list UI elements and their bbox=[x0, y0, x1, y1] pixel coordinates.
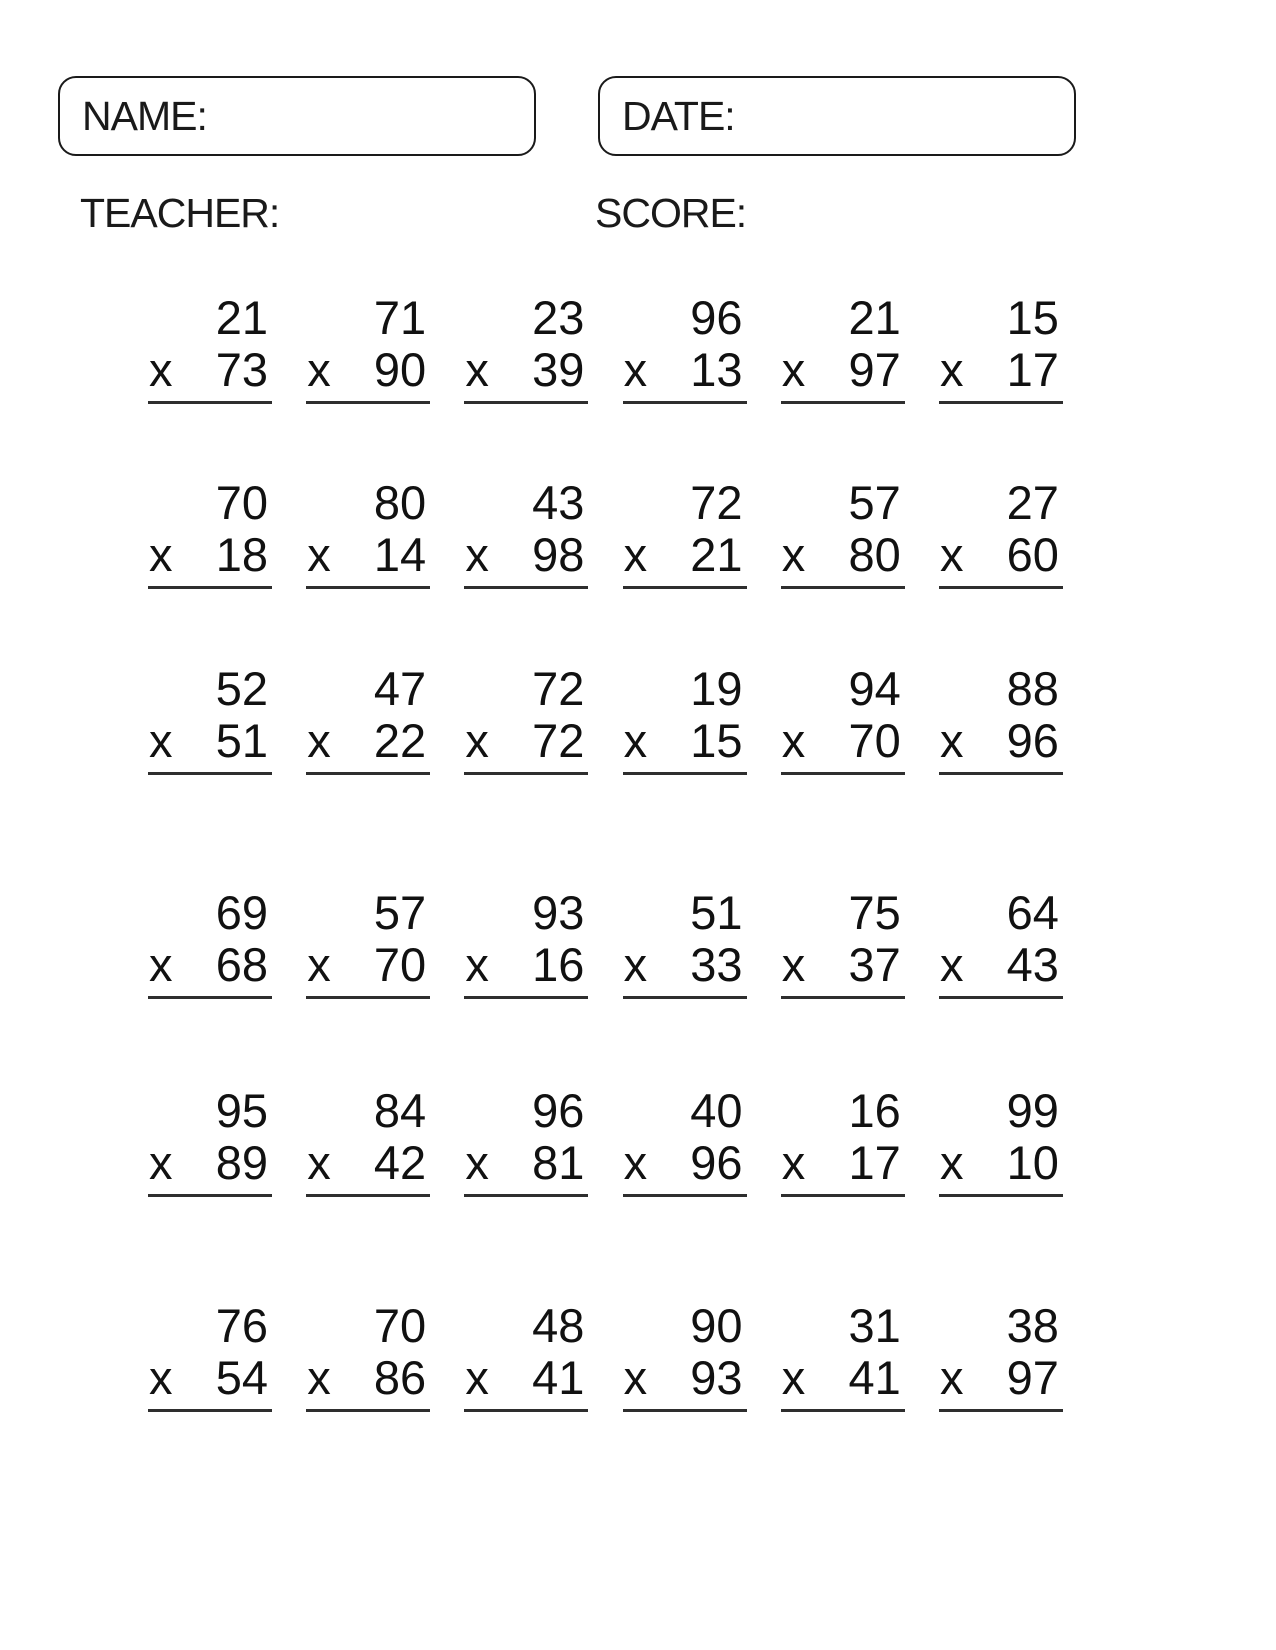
multiply-operator: x bbox=[465, 713, 489, 767]
multiplication-problem bbox=[306, 887, 430, 999]
multiplication-problem bbox=[939, 292, 1063, 404]
multiplier: 17 bbox=[848, 1135, 901, 1189]
multiply-operator: x bbox=[465, 937, 489, 991]
multiplication-problem bbox=[623, 663, 747, 775]
multiply-operator: x bbox=[781, 342, 806, 396]
multiplier: 16 bbox=[532, 937, 585, 991]
multiplication-problem bbox=[148, 292, 272, 404]
multiply-operator: x bbox=[307, 1135, 331, 1189]
multiplier: 73 bbox=[215, 342, 268, 396]
multiplier-row bbox=[306, 1137, 430, 1198]
multiply-operator: x bbox=[781, 713, 806, 767]
multiplier: 42 bbox=[373, 1135, 427, 1189]
multiply-operator: x bbox=[149, 937, 173, 991]
multiplication-problem bbox=[781, 1300, 905, 1412]
multiply-operator: x bbox=[939, 342, 964, 396]
multiplier-row bbox=[464, 344, 588, 405]
multiply-operator: x bbox=[623, 1135, 648, 1189]
multiplicand: 27 bbox=[1006, 476, 1059, 529]
multiplicand: 75 bbox=[848, 886, 901, 939]
multiplicand: 72 bbox=[532, 662, 585, 715]
multiplier: 41 bbox=[848, 1350, 901, 1404]
multiplicand: 47 bbox=[373, 662, 427, 715]
date-field-box[interactable] bbox=[598, 76, 1076, 156]
multiply-operator: x bbox=[149, 527, 173, 581]
multiplicand: 38 bbox=[1006, 1299, 1059, 1352]
multiplicand: 96 bbox=[690, 291, 743, 344]
multiplicand: 69 bbox=[215, 886, 268, 939]
multiplication-problem bbox=[464, 1085, 588, 1197]
multiplier-row bbox=[623, 939, 747, 1000]
score-label: SCORE: bbox=[595, 190, 747, 236]
multiplicand: 51 bbox=[690, 886, 743, 939]
multiplier: 96 bbox=[1006, 713, 1059, 767]
multiplication-problem bbox=[939, 663, 1063, 775]
multiplier-row bbox=[781, 529, 905, 590]
multiplier: 10 bbox=[1006, 1135, 1059, 1189]
multiplier-row bbox=[781, 715, 905, 776]
multiplier: 93 bbox=[690, 1350, 743, 1404]
multiplier: 21 bbox=[690, 527, 743, 581]
multiplier: 98 bbox=[532, 527, 585, 581]
multiplier: 51 bbox=[215, 713, 268, 767]
multiplier-row bbox=[306, 344, 430, 405]
multiplier: 41 bbox=[532, 1350, 585, 1404]
multiplier-row bbox=[148, 715, 272, 776]
multiplication-problem bbox=[939, 477, 1063, 589]
multiplier: 39 bbox=[532, 342, 585, 396]
multiplication-problem bbox=[306, 1085, 430, 1197]
multiplier: 72 bbox=[532, 713, 585, 767]
multiplier-row bbox=[148, 939, 272, 1000]
multiplier-row bbox=[148, 529, 272, 590]
multiply-operator: x bbox=[939, 713, 964, 767]
multiplicand: 64 bbox=[1006, 886, 1059, 939]
multiplier-row bbox=[781, 1352, 905, 1413]
multiplication-problem bbox=[306, 477, 430, 589]
multiplication-problem bbox=[623, 292, 747, 404]
multiplication-problem bbox=[464, 887, 588, 999]
multiplier-row bbox=[781, 1137, 905, 1198]
multiply-operator: x bbox=[939, 1350, 964, 1404]
multiplier-row bbox=[623, 344, 747, 405]
multiplication-problem bbox=[148, 477, 272, 589]
problems-row bbox=[148, 1085, 1063, 1197]
name-field-box[interactable] bbox=[58, 76, 536, 156]
multiply-operator: x bbox=[781, 527, 806, 581]
multiplication-problem bbox=[939, 1300, 1063, 1412]
multiply-operator: x bbox=[465, 1135, 489, 1189]
multiplication-problem bbox=[781, 292, 905, 404]
multiply-operator: x bbox=[781, 1135, 806, 1189]
multiplicand: 93 bbox=[532, 886, 585, 939]
multiplicand: 21 bbox=[215, 291, 268, 344]
multiplier-row bbox=[464, 1137, 588, 1198]
multiplicand: 70 bbox=[373, 1299, 427, 1352]
multiply-operator: x bbox=[623, 527, 648, 581]
multiplier: 81 bbox=[532, 1135, 585, 1189]
multiplier-row bbox=[306, 1352, 430, 1413]
multiply-operator: x bbox=[623, 937, 648, 991]
multiplier: 70 bbox=[373, 937, 427, 991]
multiplier: 68 bbox=[215, 937, 268, 991]
multiplicand: 84 bbox=[373, 1084, 427, 1137]
multiplicand: 48 bbox=[532, 1299, 585, 1352]
multiply-operator: x bbox=[623, 713, 648, 767]
multiplication-problem bbox=[464, 663, 588, 775]
multiplier-row bbox=[464, 1352, 588, 1413]
multiplier: 97 bbox=[848, 342, 901, 396]
multiplication-problem bbox=[939, 1085, 1063, 1197]
multiply-operator: x bbox=[939, 937, 964, 991]
multiplicand: 72 bbox=[690, 476, 743, 529]
multiplier: 80 bbox=[848, 527, 901, 581]
multiply-operator: x bbox=[307, 527, 331, 581]
multiply-operator: x bbox=[149, 1135, 173, 1189]
multiplicand: 96 bbox=[532, 1084, 585, 1137]
multiply-operator: x bbox=[939, 1135, 964, 1189]
multiplier: 18 bbox=[215, 527, 268, 581]
multiplication-problem bbox=[148, 663, 272, 775]
multiplicand: 31 bbox=[848, 1299, 901, 1352]
multiplier-row bbox=[623, 1137, 747, 1198]
multiplicand: 88 bbox=[1006, 662, 1059, 715]
multiplier-row bbox=[623, 529, 747, 590]
problems-row bbox=[148, 292, 1063, 404]
multiplicand: 16 bbox=[848, 1084, 901, 1137]
multiply-operator: x bbox=[307, 713, 331, 767]
multiplier: 37 bbox=[848, 937, 901, 991]
multiplicand: 94 bbox=[848, 662, 901, 715]
multiplicand: 70 bbox=[215, 476, 268, 529]
multiply-operator: x bbox=[939, 527, 964, 581]
multiplier-row bbox=[306, 715, 430, 776]
multiplicand: 57 bbox=[848, 476, 901, 529]
multiplicand: 95 bbox=[215, 1084, 268, 1137]
multiplier-row bbox=[464, 939, 588, 1000]
multiplication-problem bbox=[464, 477, 588, 589]
problems-row bbox=[148, 1300, 1063, 1412]
multiplier-row bbox=[939, 344, 1063, 405]
multiplication-problem bbox=[781, 1085, 905, 1197]
multiplier-row bbox=[148, 1137, 272, 1198]
multiplicand: 80 bbox=[373, 476, 427, 529]
multiplicand: 43 bbox=[532, 476, 585, 529]
multiplier-row bbox=[623, 1352, 747, 1413]
multiply-operator: x bbox=[149, 342, 173, 396]
multiply-operator: x bbox=[781, 937, 806, 991]
multiplier-row bbox=[148, 344, 272, 405]
multiplier-row bbox=[306, 529, 430, 590]
multiply-operator: x bbox=[465, 527, 489, 581]
multiplication-problem bbox=[623, 1300, 747, 1412]
multiplier: 70 bbox=[848, 713, 901, 767]
multiplier-row bbox=[148, 1352, 272, 1413]
multiplier-row bbox=[781, 344, 905, 405]
multiplication-problem bbox=[464, 292, 588, 404]
multiplier-row bbox=[939, 529, 1063, 590]
multiplier: 86 bbox=[373, 1350, 427, 1404]
multiplication-problem bbox=[939, 887, 1063, 999]
multiplier-row bbox=[939, 1137, 1063, 1198]
multiplier: 13 bbox=[690, 342, 743, 396]
multiply-operator: x bbox=[781, 1350, 806, 1404]
multiplication-problem bbox=[623, 477, 747, 589]
multiplier-row bbox=[939, 1352, 1063, 1413]
multiplier-row bbox=[623, 715, 747, 776]
multiplier: 17 bbox=[1006, 342, 1059, 396]
multiplicand: 40 bbox=[690, 1084, 743, 1137]
multiplication-problem bbox=[148, 1300, 272, 1412]
problems-row bbox=[148, 477, 1063, 589]
multiplier-row bbox=[939, 715, 1063, 776]
multiplier: 96 bbox=[690, 1135, 743, 1189]
multiplier: 89 bbox=[215, 1135, 268, 1189]
multiplicand: 57 bbox=[373, 886, 427, 939]
multiplier-row bbox=[464, 715, 588, 776]
problems-row bbox=[148, 663, 1063, 775]
multiplier: 90 bbox=[373, 342, 427, 396]
multiplier: 60 bbox=[1006, 527, 1059, 581]
multiplicand: 52 bbox=[215, 662, 268, 715]
multiplicand: 76 bbox=[215, 1299, 268, 1352]
multiplier: 14 bbox=[373, 527, 427, 581]
multiplication-problem bbox=[623, 1085, 747, 1197]
multiplication-problem bbox=[148, 1085, 272, 1197]
multiplier: 43 bbox=[1006, 937, 1059, 991]
multiplier-row bbox=[464, 529, 588, 590]
multiplication-problem bbox=[781, 663, 905, 775]
problems-row bbox=[148, 887, 1063, 999]
multiplicand: 23 bbox=[532, 291, 585, 344]
multiplier-row bbox=[939, 939, 1063, 1000]
multiply-operator: x bbox=[623, 342, 648, 396]
multiplier: 15 bbox=[690, 713, 743, 767]
teacher-label: TEACHER: bbox=[80, 190, 280, 236]
name-label: NAME: bbox=[82, 92, 207, 139]
multiplication-problem bbox=[781, 887, 905, 999]
multiplication-problem bbox=[306, 663, 430, 775]
multiply-operator: x bbox=[307, 937, 331, 991]
multiplier: 22 bbox=[373, 713, 427, 767]
multiplication-problem bbox=[464, 1300, 588, 1412]
multiply-operator: x bbox=[465, 1350, 489, 1404]
multiply-operator: x bbox=[149, 713, 173, 767]
multiplier: 97 bbox=[1006, 1350, 1059, 1404]
multiplier-row bbox=[306, 939, 430, 1000]
multiplier-row bbox=[781, 939, 905, 1000]
multiplicand: 90 bbox=[690, 1299, 743, 1352]
multiplier: 54 bbox=[215, 1350, 268, 1404]
multiplicand: 21 bbox=[848, 291, 901, 344]
multiply-operator: x bbox=[307, 1350, 331, 1404]
multiplicand: 19 bbox=[690, 662, 743, 715]
multiply-operator: x bbox=[149, 1350, 173, 1404]
multiplicand: 15 bbox=[1006, 291, 1059, 344]
multiplication-problem bbox=[781, 477, 905, 589]
date-label: DATE: bbox=[622, 92, 735, 139]
multiply-operator: x bbox=[465, 342, 489, 396]
multiplicand: 71 bbox=[373, 291, 427, 344]
multiplication-problem bbox=[623, 887, 747, 999]
multiply-operator: x bbox=[307, 342, 331, 396]
multiplication-problem bbox=[148, 887, 272, 999]
multiplicand: 99 bbox=[1006, 1084, 1059, 1137]
multiply-operator: x bbox=[623, 1350, 648, 1404]
multiplier: 33 bbox=[690, 937, 743, 991]
multiplication-problem bbox=[306, 1300, 430, 1412]
multiplication-problem bbox=[306, 292, 430, 404]
